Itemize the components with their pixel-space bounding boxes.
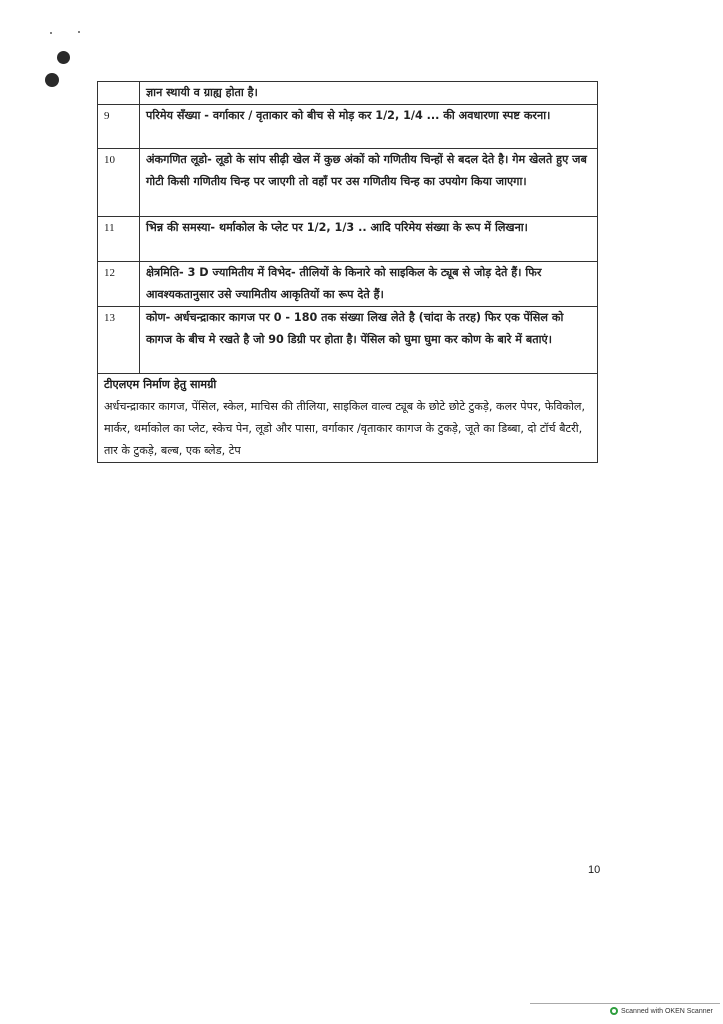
scan-speck [50,32,52,34]
materials-cell [98,374,598,463]
row-number: 12 [98,262,140,307]
row-text: अंकगणित लूडो- लूडो के सांप सीढ़ी खेल में कुछ अंकों को गणितीय चिन्हों से बदल देते है। गेम खेलते हुए जब गोटी किसी गणितीय चिन्ह पर जाएगी तो वहाँ पर उस गणितीय चिन्ह का उपयोग किया जाएगा। [140,149,598,217]
materials-title: टीएलएम निर्माण हेतु सामग्री [104,378,217,391]
row-text: कोण- अर्धचन्द्राकार कागज पर 0 - 180 तक संख्या लिख लेते है (चांदा के तरह) फिर एक पेंसिल को कागज के बीच मे रखते है जो 90 डिग्री पर होता है। पेंसिल को घुमा घुमा कर कोण के बारे में बताएं। [140,307,598,374]
oken-logo-icon [610,1007,618,1015]
footer-divider [530,1003,720,1004]
materials-row [98,374,598,463]
scanner-text: Scanned with OKEN Scanner [621,1007,713,1015]
punch-hole-bottom [45,73,59,87]
row-number: 11 [98,217,140,262]
row-number [98,82,140,105]
scanner-watermark [610,1007,713,1015]
scan-speck [78,31,80,33]
row-number: 10 [98,149,140,217]
row-text: क्षेत्रमिति- 3 D ज्यामितीय में विभेद- तीलियों के किनारे को साइकिल के ट्यूब से जोड़ देते हैं। फिर आवश्यकतानुसार उसे ज्यामितीय आकृतियों का रूप देते हैं। [140,262,598,307]
page-number: 10 [588,864,601,876]
materials-list: अर्धचन्द्राकार कागज, पेंसिल, स्केल, माचिस की तीलिया, साइकिल वाल्व ट्यूब के छोटे छोटे टुकड़े, कलर पेपर, फेविकोल, मार्कर, थर्माकोल का प्लेट, स्केच पेन, लूडो और पासा, वर्गाकार /वृताकार कागज के टुकड़े, जूते का डिब्बा, दो टॉर्च बैटरी, तार के टुकड़े, बल्ब, एक ब्लेड, टेप [104,400,586,457]
activity-table [97,81,598,463]
table-row [98,105,598,149]
table-row [98,307,598,374]
row-text: भिन्न की समस्या- थर्माकोल के प्लेट पर 1/2, 1/3 .. आदि परिमेय संख्या के रूप में लिखना। [140,217,598,262]
row-text: ज्ञान स्थायी व ग्राह्य होता है। [140,82,598,105]
punch-hole-top [57,51,70,64]
table-row [98,149,598,217]
row-text: परिमेय सँख्या - वर्गाकार / वृताकार को बीच से मोड़ कर 1/2, 1/4 ... की अवधारणा स्पष्ट करना। [140,105,598,149]
table-row [98,217,598,262]
table-row [98,82,598,105]
table-row [98,262,598,307]
row-number: 13 [98,307,140,374]
row-number: 9 [98,105,140,149]
